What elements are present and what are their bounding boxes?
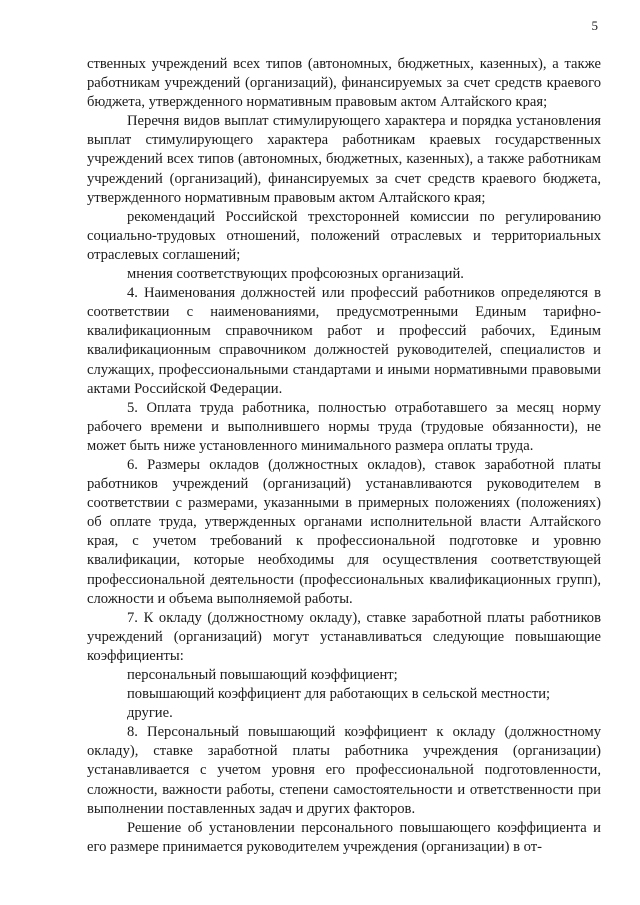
page-number: 5 xyxy=(591,18,598,33)
list-item: другие. xyxy=(127,705,173,722)
paragraph: Решение об установлении персонального повышающего коэффициента и его размере принимается руководителем учреждения (организации) в от- xyxy=(87,819,601,855)
list-item: персональный повышающий коэффициент; xyxy=(127,667,398,683)
paragraph-continuation: ственных учреждений всех типов (автономных, бюджетных, казенных), а также работникам учреждений (организаций), финансируемых за счет средств краевого бюджета, утвержденного нормативным правовым актом Алтайского края; xyxy=(87,56,601,111)
document-body xyxy=(87,55,601,857)
paragraph: Перечня видов выплат стимулирующего характера и порядка установления выплат стимулирующего характера работникам краевых государственных учреждений всех типов (автономных, бюджетных, казенных), а также работникам учреждений (организаций), финансируемых за счет средств краевого бюджета, утвержденного нормативным правовым актом Алтайского края; xyxy=(87,113,601,206)
paragraph-item-6: 6. Размеры окладов (должностных окладов), ставок заработной платы работников учреждений (организаций) устанавливаются руководителем в соответствии с размерами, указанными в примерных положениях (положениях) об оплате труда, утвержденных органами исполнительной власти Алтайского края, с учетом требований к профессиональной подготовке и уровню квалификации, которые необходимы для осуществления соответствующей профессиональной деятельности (профессиональных квалификационных групп), сложности и объема выполняемой работы. xyxy=(87,456,601,607)
paragraph: рекомендаций Российской трехсторонней комиссии по регулированию социально-трудовых отношений, положений отраслевых и территориальных отраслевых соглашений; xyxy=(87,208,601,263)
paragraph-item-7: 7. К окладу (должностному окладу), ставке заработной платы работников учреждений (организаций) могут устанавливаться следующие повышающие коэффициенты: xyxy=(87,609,601,664)
list-item: повышающий коэффициент для работающих в сельской местности; xyxy=(127,686,551,703)
paragraph-item-8: 8. Персональный повышающий коэффициент к окладу (должностному окладу), ставке заработной платы работника учреждения (организации) устанавливается с учетом уровня его профессиональной подготовленности, сложности, важности работы, степени самостоятельности и ответственности при выполнении поставленных задач и других факторов. xyxy=(87,724,601,817)
paragraph: мнения соответствующих профсоюзных организаций. xyxy=(127,266,464,283)
paragraph-item-4: 4. Наименования должностей или профессий работников определяются в соответствии с наименованиями, предусмотренными Единым тарифно-квалификационным справочником работ и профессий рабочих, Единым квалификационным справочником должностей руководителей, специалистов и служащих, профессиональными стандартами и иными нормативными правовыми актами Российской Федерации. xyxy=(87,285,601,397)
paragraph-item-5: 5. Оплата труда работника, полностью отработавшего за месяц норму рабочего времени и выполнившего нормы труда (трудовые обязанности), не может быть ниже установленного минимального размера оплаты труда. xyxy=(87,399,601,454)
